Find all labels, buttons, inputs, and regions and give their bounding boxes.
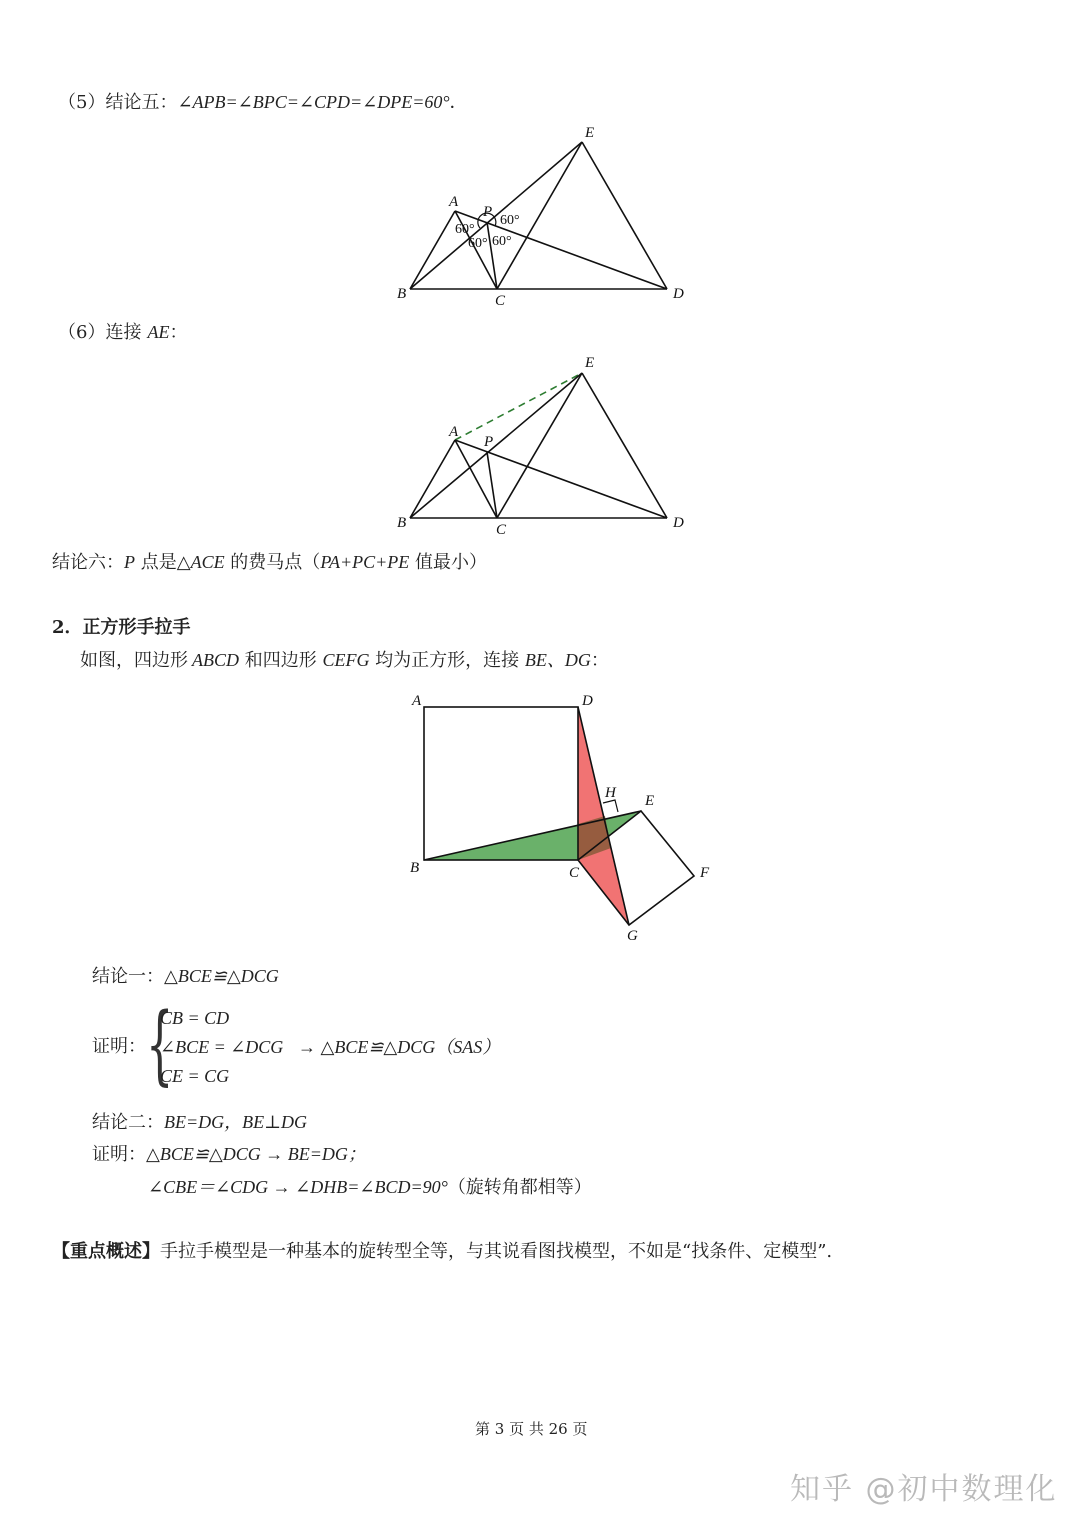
section5-prefix: （5）结论五： (58, 92, 178, 113)
section6-prefix: （6）连接 (58, 322, 142, 343)
fig1-label-b: B (397, 286, 407, 302)
proof1-result-text: → △BCE≌△DCG (298, 1037, 436, 1057)
proof2 (92, 1142, 366, 1167)
fig1-angle-4: 60° (492, 234, 512, 249)
fig3-label-f: F (700, 865, 710, 881)
conclusion6-suffix: 值最小） (409, 552, 488, 573)
proof2-line2-note: （旋转角都相等） (447, 1177, 592, 1198)
conclusion6-point: P (124, 552, 135, 572)
fig2-label-e: E (585, 355, 595, 371)
fig2-label-d: D (673, 515, 684, 531)
section2-intro-mid2: 均为正方形，连接 (369, 650, 525, 671)
fig1-angle-3: 60° (468, 236, 488, 251)
fig3-label-h: H (605, 785, 616, 801)
fig1-label-c: C (495, 293, 506, 309)
section5-suffix: ． (449, 92, 468, 113)
section2-intro-mid: 和四边形 (239, 650, 323, 671)
summary (52, 1240, 832, 1264)
fig3-label-a: A (412, 693, 422, 709)
fig3-label-b: B (410, 860, 420, 876)
proof1-sas: （SAS） (435, 1037, 501, 1057)
proof1-line1: CB = CD (160, 1008, 230, 1028)
conclusion2-text: BE=DG，BE⊥DG (164, 1112, 308, 1132)
fig2-label-c: C (496, 522, 507, 538)
fig1-label-e: E (585, 125, 595, 141)
proof2-label: 证明： (92, 1144, 146, 1165)
section2-quad2: CEFG (322, 650, 370, 670)
conclusion6-sum: PA+PC+PE (320, 552, 410, 572)
fig1-label-d: D (673, 286, 684, 302)
section2-intro-suffix: ： (590, 650, 609, 671)
conclusion6-mid2: 的费马点（ (224, 552, 321, 573)
fig2-label-p: P (484, 434, 494, 450)
section2-title: 2．正方形手拉手 (52, 617, 191, 638)
fig1-label-a: A (449, 194, 459, 210)
conclusion1-label: 结论一： (92, 966, 164, 987)
proof2-line2: ∠CBE＝∠CDG → ∠DHB=∠BCD=90° (148, 1177, 448, 1197)
fig2-label-a: A (449, 424, 459, 440)
proof1-line2: ∠BCE = ∠DCG (160, 1037, 284, 1057)
fig3-label-e: E (645, 793, 655, 809)
section2-intro-prefix: 如图，四边形 (80, 650, 188, 671)
fig3-right-angle-h (603, 800, 618, 812)
proof1-line3: CE = CG (160, 1066, 230, 1086)
proof1-brace: { (146, 995, 174, 1095)
fig3-label-d: D (582, 693, 593, 709)
conclusion6-prefix: 结论六： (52, 552, 124, 573)
section2-segments: BE、DG (524, 650, 591, 670)
conclusion6-mid: 点是△ (135, 552, 191, 573)
fig1-angle-1: 60° (500, 213, 520, 228)
conclusion2 (92, 1110, 307, 1135)
conclusion1 (92, 964, 279, 989)
conclusion1-text: △BCE≌△DCG (164, 966, 279, 986)
summary-text: 手拉手模型是一种基本的旋转型全等，与其说看图找模型，不如是“找条件、定模型”. (160, 1241, 833, 1262)
proof2-line1: △BCE≌△DCG → BE=DG； (146, 1144, 366, 1164)
proof1-result (298, 1035, 500, 1060)
watermark: 知乎 @初中数理化 (790, 1472, 1058, 1507)
fig1-label-p: P (483, 204, 493, 220)
fig3-label-g: G (627, 928, 638, 944)
conclusion2-label: 结论二： (92, 1112, 164, 1133)
section5-formula: ∠APB=∠BPC=∠CPD=∠DPE=60° (177, 92, 450, 112)
summary-tag: 【重点概述】 (52, 1241, 160, 1262)
conclusion6-triangle: ACE (190, 552, 225, 572)
proof1-label: 证明： (92, 1036, 146, 1057)
fig1-angle-2: 60° (455, 222, 475, 237)
section2-quad1: ABCD (192, 650, 239, 670)
section6-segment: AE (147, 322, 170, 342)
section6-suffix: ： (169, 322, 188, 343)
fig2-label-b: B (397, 515, 407, 531)
fig3-label-c: C (569, 865, 580, 881)
proof2-line2-row (148, 1175, 592, 1200)
page-footer: 第 3 页 共 26 页 (475, 1420, 588, 1438)
